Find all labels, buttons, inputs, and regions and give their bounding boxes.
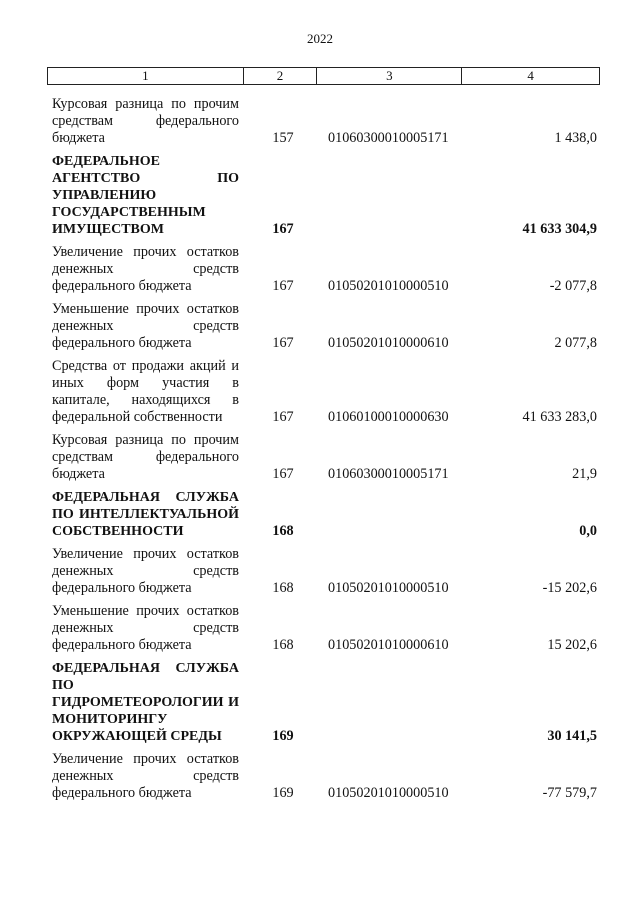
table-row: [0, 96, 640, 147]
row-classification-code: 01060300010005171: [328, 130, 449, 146]
row-admin-code: 167: [272, 335, 294, 351]
row-admin-code: 167: [272, 466, 294, 482]
row-admin-code: 168: [272, 637, 294, 653]
agency-row: [0, 489, 640, 540]
row-name: Курсовая разница по прочим средствам федерального бюджета: [52, 96, 239, 146]
table-row: [0, 244, 640, 295]
column-header-4: 4: [462, 68, 600, 85]
column-header-table: [47, 67, 600, 85]
table-row: [0, 603, 640, 654]
row-admin-code: 169: [272, 728, 294, 744]
row-admin-code: 167: [272, 278, 294, 294]
row-name: ФЕДЕРАЛЬНАЯ СЛУЖБА ПО ГИДРОМЕТЕОРОЛОГИИ И МОНИТОРИНГУ ОКРУЖАЮЩЕЙ СРЕДЫ: [52, 661, 239, 744]
table-row: [0, 432, 640, 483]
row-amount: -77 579,7: [542, 785, 597, 801]
column-header-row: [48, 68, 600, 85]
row-admin-code: 169: [272, 785, 294, 801]
row-amount: 41 633 283,0: [522, 409, 597, 425]
row-amount: 2 077,8: [554, 335, 597, 351]
row-classification-code: 01050201010000610: [328, 637, 449, 653]
row-classification-code: 01060300010005171: [328, 466, 449, 482]
page-number: 2022: [307, 31, 333, 46]
row-amount: -2 077,8: [549, 278, 597, 294]
agency-row: [0, 153, 640, 238]
table-row: [0, 546, 640, 597]
row-name: ФЕДЕРАЛЬНАЯ СЛУЖБА ПО ИНТЕЛЛЕКТУАЛЬНОЙ СОБСТВЕННОСТИ: [52, 490, 239, 539]
row-name: ФЕДЕРАЛЬНОЕ АГЕНТСТВО ПО УПРАВЛЕНИЮ ГОСУДАРСТВЕННЫМ ИМУЩЕСТВОМ: [52, 154, 239, 237]
row-classification-code: 01050201010000610: [328, 335, 449, 351]
agency-row: [0, 660, 640, 745]
row-amount: 1 438,0: [554, 130, 597, 146]
row-amount: 41 633 304,9: [522, 221, 597, 237]
table-body: [0, 96, 640, 808]
row-classification-code: 01050201010000510: [328, 278, 449, 294]
column-header-2: 2: [243, 68, 317, 85]
row-name: Увеличение прочих остатков денежных средств федерального бюджета: [52, 546, 239, 596]
row-amount: 30 141,5: [547, 728, 597, 744]
row-classification-code: 01060100010000630: [328, 409, 449, 425]
row-amount: 21,9: [572, 466, 597, 482]
row-name: Средства от продажи акций и иных форм участия в капитале, находящихся в федеральной собственности: [52, 358, 239, 425]
row-admin-code: 168: [272, 580, 294, 596]
row-name: Увеличение прочих остатков денежных средств федерального бюджета: [52, 244, 239, 294]
row-classification-code: 01050201010000510: [328, 580, 449, 596]
row-amount: -15 202,6: [542, 580, 597, 596]
row-classification-code: 01050201010000510: [328, 785, 449, 801]
table-row: [0, 358, 640, 426]
row-admin-code: 168: [272, 523, 294, 539]
row-name: Курсовая разница по прочим средствам федерального бюджета: [52, 432, 239, 482]
table-row: [0, 751, 640, 802]
column-header-3: 3: [317, 68, 462, 85]
table-row: [0, 301, 640, 352]
row-amount: 15 202,6: [547, 637, 597, 653]
row-name: Уменьшение прочих остатков денежных средств федерального бюджета: [52, 301, 239, 351]
row-name: Уменьшение прочих остатков денежных средств федерального бюджета: [52, 603, 239, 653]
row-admin-code: 167: [272, 221, 294, 237]
row-name: Увеличение прочих остатков денежных средств федерального бюджета: [52, 751, 239, 801]
column-header-1: 1: [48, 68, 244, 85]
row-admin-code: 157: [272, 130, 294, 146]
row-amount: 0,0: [579, 523, 597, 539]
row-admin-code: 167: [272, 409, 294, 425]
